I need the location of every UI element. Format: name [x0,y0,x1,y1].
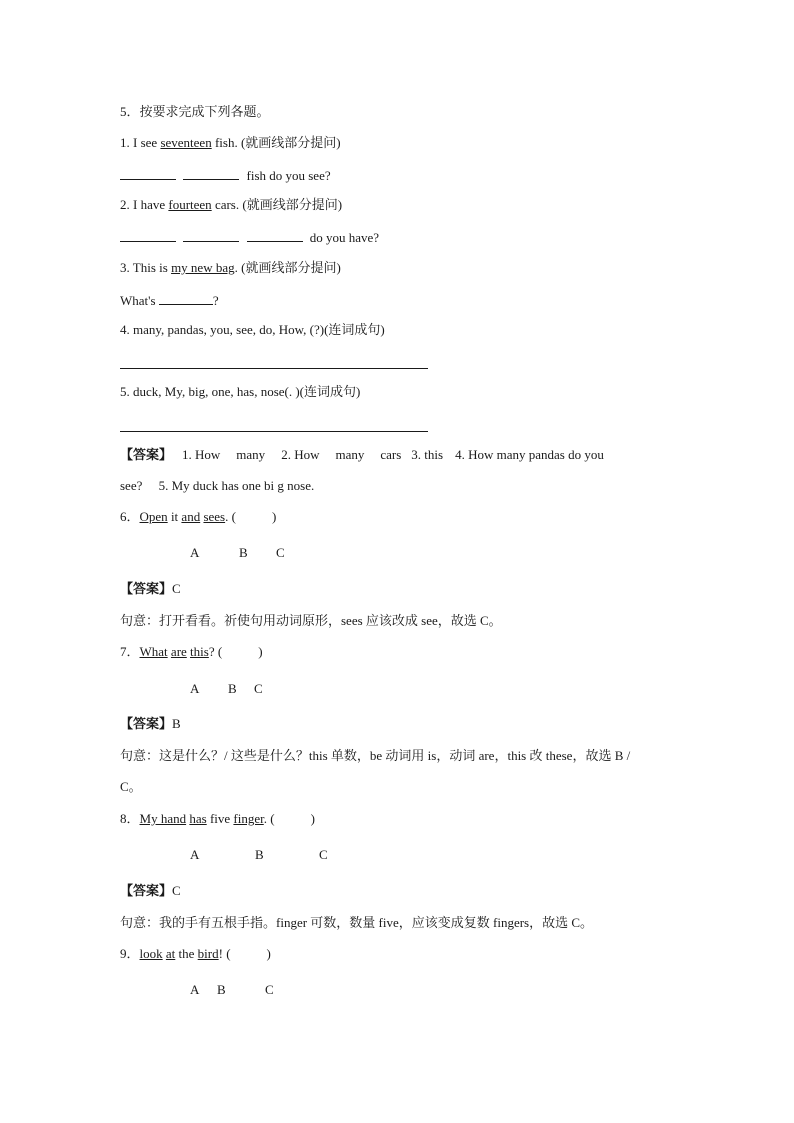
answer-value: C [172,581,181,596]
q5-title: 5．按要求完成下列各题。 [120,104,270,119]
q8-explanation: 句意：我的手有五根手指。finger 可数，数量 five，应该变成复数 fingers，故选 C。 [120,915,594,930]
q6-explanation: 句意：打开看看。祈使句用动词原形，sees 应该改成 see，故选 C。 [120,613,502,628]
q5-sentence-3 [120,260,341,276]
q9-text: ) [266,946,271,961]
q7-text: ? ( [208,644,223,659]
q7-explanation-line-2: C。 [120,779,142,794]
q5-sentence-5: 5. duck, My, big, one, has, nose(. )(连词成句) [120,384,361,399]
q5-s1-underlined: seventeen [160,135,212,150]
q5-s2-fill-text: do you have? [309,230,380,245]
q8-question [120,811,315,827]
q6-option-a-word: Open [139,509,168,524]
q9-option-b-word: at [165,946,176,961]
answer-label: 【答案】 [120,883,173,898]
option-label-a: A [190,545,200,560]
q6-option-c-word: sees [203,509,226,524]
q7-text: ) [258,644,263,659]
answer-label: 【答案】 [120,581,173,596]
q5-s3-pre: 3. This is [120,260,172,275]
q6-text: . ( [225,509,236,524]
q5-s3-post: . (就画线部分提问) [234,260,341,275]
q5-s3-answer-line [120,291,219,309]
q5-s1-post: fish. (就画线部分提问) [211,135,341,150]
blank[interactable] [183,166,239,180]
answer-line[interactable] [120,368,428,369]
q5-s2-answer-line [120,228,379,246]
q7-question [120,644,263,660]
q9-text: ! ( [218,946,231,961]
q5-s2-pre: 2. I have [120,197,169,212]
answer-part: cars [380,447,402,462]
answer-part: 1. How [182,447,221,462]
q9-question [120,946,271,962]
blank[interactable] [159,291,213,305]
option-label-a: A [190,847,200,862]
option-label-b: B [255,847,264,862]
option-label-c: C [319,847,328,862]
answer-part: 2. How [281,447,320,462]
answer-label: 【答案】 [120,716,173,731]
q8-option-b-word: has [189,811,207,826]
q5-s3-answer-pre: What's [120,293,159,308]
option-label-c: C [254,681,263,696]
option-label-a: A [190,681,200,696]
option-label-b: B [228,681,237,696]
answer-value: C [172,883,181,898]
q8-option-a-word: My hand [139,811,187,826]
q6-option-b-word: and [181,509,201,524]
blank[interactable] [247,228,303,242]
q7-number: 7． [120,644,140,659]
q5-s3-underlined: my new bag [171,260,235,275]
option-label-c: C [276,545,285,560]
option-label-b: B [239,545,248,560]
q7-answer [120,716,181,732]
q7-option-a-word: What [139,644,168,659]
q9-option-c-word: bird [197,946,219,961]
answer-part: many [335,447,365,462]
q5-sentence-2 [120,197,342,213]
answer-part: many [236,447,266,462]
q6-number: 6． [120,509,140,524]
q9-number: 9． [120,946,140,961]
q8-text: ) [310,811,315,826]
answer-value: B [172,716,181,731]
q5-s1-fill-text: fish do you see? [246,168,331,183]
q8-answer [120,883,181,899]
option-label-b: B [217,982,226,997]
answer-part: 4. How many pandas do you [455,447,604,462]
q5-s1-answer-line [120,166,331,184]
option-label-a: A [190,982,200,997]
q5-sentence-4: 4. many, pandas, you, see, do, How, (?)(连词成句) [120,322,385,337]
q7-option-c-word: this [190,644,209,659]
q8-text: five [206,811,234,826]
answer-part: 3. this [411,447,444,462]
q6-question [120,509,276,525]
answer-line[interactable] [120,431,428,432]
q6-text: it [167,509,182,524]
q5-s3-answer-post: ? [212,293,219,308]
q7-explanation-line-1: 句意：这是什么？/ 这些是什么？this 单数，be 动词用 is，动词 are，this 改 these，故选 B / [120,748,631,763]
q8-option-c-word: finger [233,811,264,826]
q9-text: the [175,946,198,961]
q6-answer [120,581,181,597]
q8-text: . ( [263,811,275,826]
option-label-c: C [265,982,274,997]
blank[interactable] [183,228,239,242]
blank[interactable] [120,166,176,180]
q8-number: 8． [120,811,140,826]
q9-option-a-word: look [139,946,163,961]
q5-answer-row-1 [120,447,604,463]
blank[interactable] [120,228,176,242]
q5-sentence-1 [120,135,341,151]
q6-text: ) [271,509,277,524]
q5-s1-pre: 1. I see [120,135,161,150]
q7-option-b-word: are [170,644,187,659]
q5-s2-underlined: fourteen [168,197,212,212]
q5-answer-row-2: see? 5. My duck has one bi g nose. [120,478,315,493]
answer-label: 【答案】 [120,447,173,462]
q5-s2-post: cars. (就画线部分提问) [211,197,343,212]
